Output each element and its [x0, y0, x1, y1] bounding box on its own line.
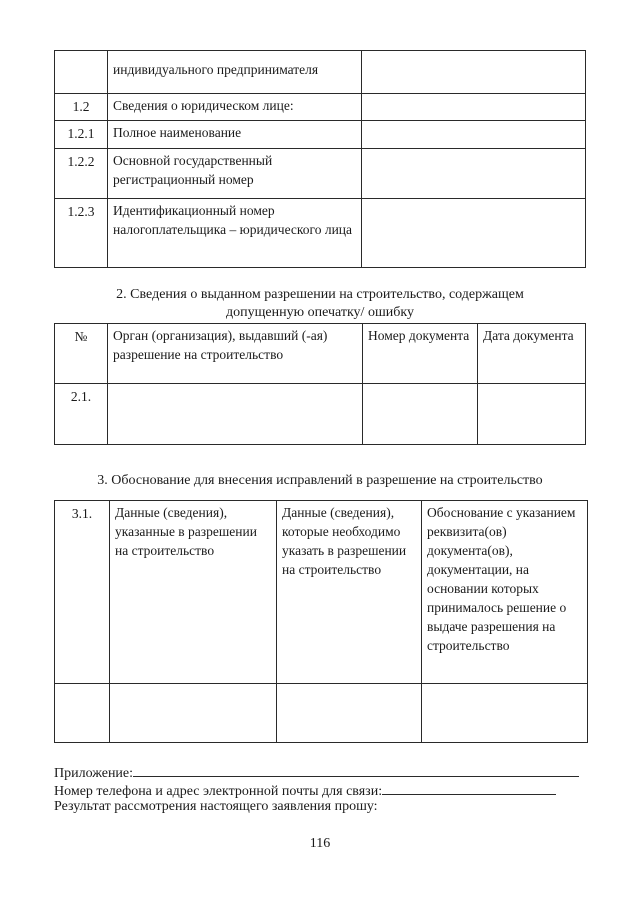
table-row	[55, 149, 586, 199]
row-value-cell[interactable]	[362, 121, 586, 149]
correction-basis-table	[54, 500, 588, 743]
row-label: Идентификационный номер налогоплательщика – юридического лица	[108, 199, 362, 268]
applicant-info-table	[54, 50, 586, 268]
row-label: Основной государственный регистрационный номер	[108, 149, 362, 199]
header-organ: Орган (организация), выдавший (-ая) разрешение на строительство	[108, 324, 363, 384]
table-row	[55, 684, 588, 743]
table-row	[55, 199, 586, 268]
table-row	[55, 94, 586, 121]
basis-cell[interactable]	[422, 684, 588, 743]
doc-date-cell[interactable]	[478, 384, 586, 445]
phone-label: Номер телефона и адрес электронной почты для связи:	[54, 784, 383, 799]
organ-cell[interactable]	[108, 384, 363, 445]
row-value-cell[interactable]	[362, 51, 586, 94]
table-row	[55, 501, 588, 684]
permit-data-header: Данные (сведения), указанные в разрешении на строительство	[110, 501, 277, 684]
phone-field[interactable]	[382, 780, 556, 795]
result-label: Результат рассмотрения настоящего заявления прошу:	[54, 799, 378, 814]
required-data-header: Данные (сведения), которые необходимо указать в разрешении на строительство	[277, 501, 422, 684]
row-label: Полное наименование	[108, 121, 362, 149]
result-line	[54, 798, 378, 816]
header-doc-number: Номер документа	[363, 324, 478, 384]
section-2-title-line2: допущенную опечатку/ ошибку	[226, 305, 414, 320]
row-number	[55, 51, 108, 94]
table-row	[55, 384, 586, 445]
row-number: 3.1.	[55, 501, 110, 684]
table-header-row	[55, 324, 586, 384]
row-value-cell[interactable]	[362, 94, 586, 121]
permit-data-cell[interactable]	[110, 684, 277, 743]
row-number: 1.2.1	[55, 121, 108, 149]
page-number: 116	[309, 836, 331, 851]
empty-number-cell	[55, 684, 110, 743]
row-label: индивидуального предпринимателя	[108, 51, 362, 94]
required-data-cell[interactable]	[277, 684, 422, 743]
permit-info-table	[54, 323, 586, 445]
row-number: 1.2	[55, 94, 108, 121]
row-label: Сведения о юридическом лице:	[108, 94, 362, 121]
header-number: №	[55, 324, 108, 384]
row-number: 1.2.2	[55, 149, 108, 199]
row-number: 2.1.	[55, 384, 108, 445]
section-2-title-line1: 2. Сведения о выданном разрешении на строительство, содержащем	[116, 287, 524, 302]
row-value-cell[interactable]	[362, 199, 586, 268]
row-value-cell[interactable]	[362, 149, 586, 199]
section-3-title: 3. Обоснование для внесения исправлений в разрешение на строительство	[97, 473, 543, 488]
table-row	[55, 121, 586, 149]
row-number: 1.2.3	[55, 199, 108, 268]
header-doc-date: Дата документа	[478, 324, 586, 384]
basis-header: Обоснование с указанием реквизита(ов) документа(ов), документации, на основании которых принималось решение о выдаче разрешения на строительство	[422, 501, 588, 684]
attachment-label: Приложение:	[54, 766, 134, 781]
doc-number-cell[interactable]	[363, 384, 478, 445]
attachment-field[interactable]	[133, 762, 579, 777]
table-row	[55, 51, 586, 94]
section-2-title	[0, 286, 640, 322]
